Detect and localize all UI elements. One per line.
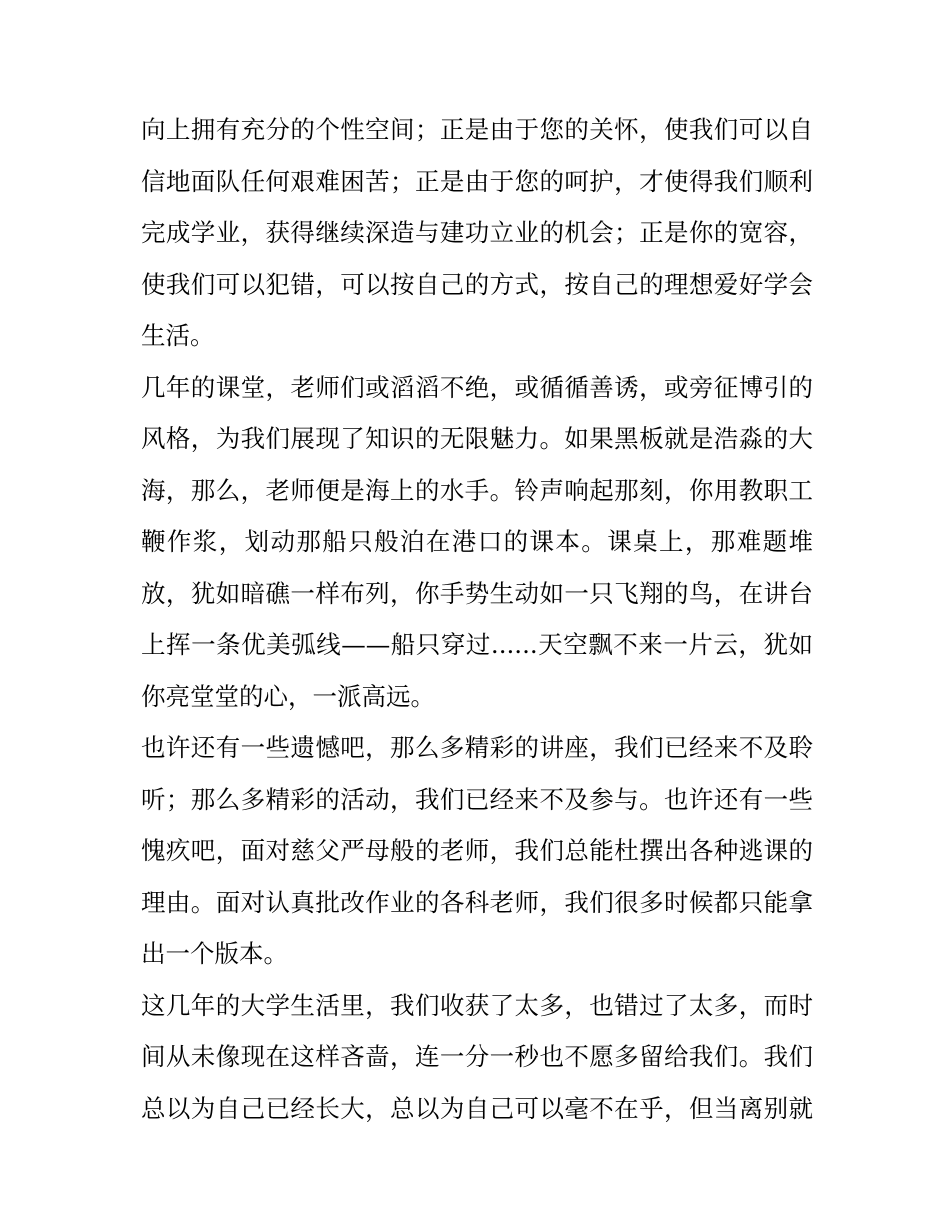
text-line: 听；那么多精彩的活动，我们已经来不及参与。也许还有一些 xyxy=(141,784,813,814)
text-line: 信地面队任何艰难困苦；正是由于您的呵护，才使得我们顺利 xyxy=(141,166,813,196)
text-line: 上挥一条优美弧线——船只穿过......天空飘不来一片云，犹如 xyxy=(141,630,813,659)
text-line: 愧疚吧，面对慈父严母般的老师，我们总能杜撰出各种逃课的 xyxy=(141,836,813,865)
text-line: 你亮堂堂的心，一派高远。 xyxy=(141,681,435,711)
document-body xyxy=(141,104,813,1134)
text-line: 放，犹如暗礁一样布列，你手势生动如一只飞翔的鸟，在讲台 xyxy=(141,578,813,608)
text-line: 风格，为我们展现了知识的无限魅力。如果黑板就是浩淼的大 xyxy=(141,424,813,453)
text-line: 向上拥有充分的个性空间；正是由于您的关怀，使我们可以自 xyxy=(141,115,813,144)
paragraph xyxy=(141,362,813,723)
text-line: 间从未像现在这样吝啬，连一分一秒也不愿多留给我们。我们 xyxy=(141,1042,813,1071)
text-line: 这几年的大学生活里，我们收获了太多，也错过了太多，而时 xyxy=(141,990,813,1020)
paragraph xyxy=(141,104,813,362)
text-line: 几年的课堂，老师们或滔滔不绝，或循循善诱，或旁征博引的 xyxy=(141,372,813,402)
text-line: 完成学业，获得继续深造与建功立业的机会；正是你的宽容， xyxy=(141,218,813,247)
paragraph xyxy=(141,722,813,980)
text-line: 也许还有一些遗憾吧，那么多精彩的讲座，我们已经来不及聆 xyxy=(141,733,813,762)
text-line: 海，那么，老师便是海上的水手。铃声响起那刻，你用教职工 xyxy=(141,475,813,505)
text-line: 理由。面对认真批改作业的各科老师，我们很多时候都只能拿 xyxy=(141,887,813,917)
text-line: 生活。 xyxy=(141,321,215,350)
text-line: 使我们可以犯错，可以按自己的方式，按自己的理想爱好学会 xyxy=(141,269,813,299)
text-line: 鞭作浆，划动那船只般泊在港口的课本。课桌上，那难题堆 xyxy=(141,527,813,556)
paragraph xyxy=(141,980,813,1135)
text-line: 总以为自己已经长大，总以为自己可以毫不在乎，但当离别就 xyxy=(141,1093,813,1123)
text-line: 出一个版本。 xyxy=(141,939,288,968)
